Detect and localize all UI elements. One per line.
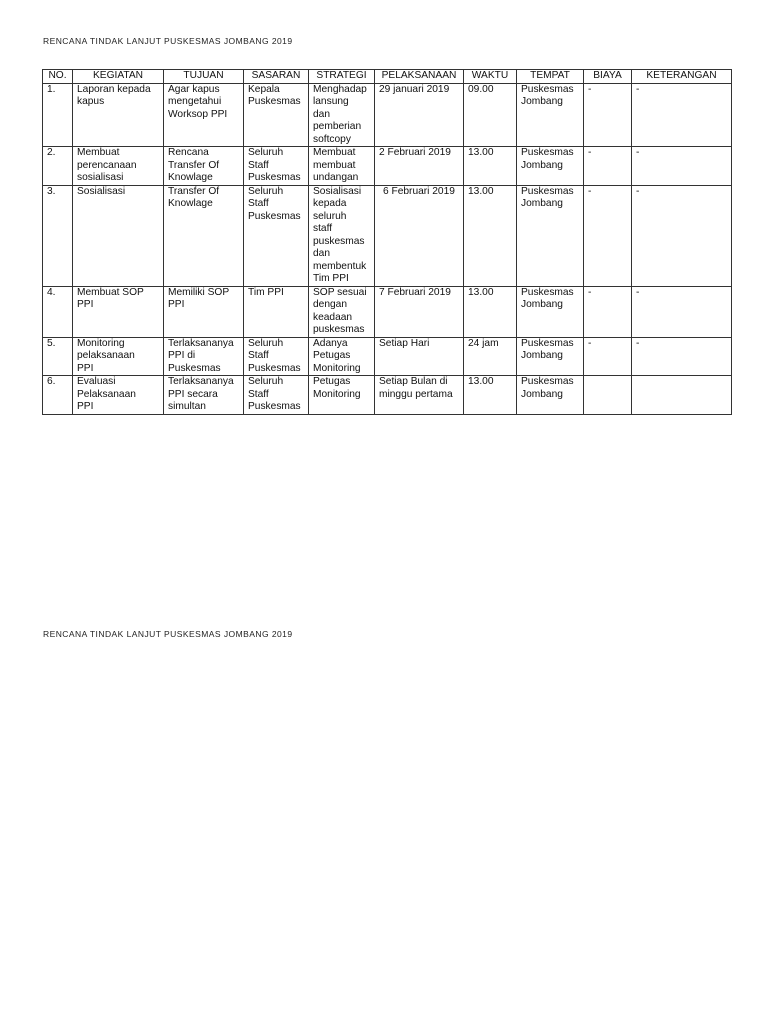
cell-line: Staff [248,159,269,171]
cell-keterangan: - [632,337,732,376]
cell-kegiatan [73,337,164,376]
cell-strategi [309,185,375,286]
header-keterangan: KETERANGAN [632,70,732,84]
header-sasaran: SASARAN [244,70,309,84]
cell-line: Seluruh [248,376,284,387]
cell-no: 5. [43,337,73,376]
cell-line: Petugas [313,350,351,361]
cell-waktu: 13.00 [464,185,517,286]
cell-line: Seluruh [248,337,284,349]
cell-strategi [309,147,375,186]
cell-line: Puskesmas [248,172,301,183]
cell-biaya: - [584,83,632,147]
cell-line: Puskesmas [168,362,221,374]
cell-tujuan [164,286,244,337]
header-tujuan: TUJUAN [164,70,244,84]
cell-biaya [584,376,632,415]
table-header-row [43,70,732,84]
cell-line: Pelaksanaan [77,388,136,400]
cell-line: Setiap Bulan di [379,376,448,387]
document-title-top: RENCANA TINDAK LANJUT PUSKESMAS JOMBANG 2019 [43,36,293,46]
cell-kegiatan [73,185,164,286]
cell-line: Jombang [521,159,563,171]
cell-line: Puskesmas [521,185,574,197]
cell-pelaksanaan [375,376,464,415]
cell-line: Puskesmas [521,147,574,158]
cell-line: PPI [77,362,94,374]
cell-line: Puskesmas [521,83,574,95]
cell-line: dengan [313,299,347,310]
table-row [43,83,732,147]
cell-tempat [517,376,584,415]
cell-biaya: - [584,286,632,337]
cell-line: PPI [168,299,185,310]
cell-line: Kepala [248,83,280,95]
action-plan-table [42,69,732,415]
cell-line: Rencana [168,147,209,158]
cell-tempat [517,337,584,376]
cell-line: perencanaan [77,159,137,171]
cell-line: membuat [313,159,356,171]
cell-kegiatan [73,286,164,337]
cell-line: Puskesmas [248,401,301,412]
cell-line: keadaan [313,311,353,323]
cell-line: Membuat [313,147,356,158]
cell-no: 2. [43,147,73,186]
cell-line: Terlaksananya [168,337,234,349]
cell-pelaksanaan [375,286,464,337]
table-row [43,147,732,186]
cell-kegiatan [73,147,164,186]
cell-strategi [309,376,375,415]
cell-keterangan: - [632,83,732,147]
cell-tujuan [164,337,244,376]
cell-line: Setiap Hari [379,337,430,349]
cell-line: Membuat SOP [77,286,144,298]
cell-sasaran [244,286,309,337]
cell-biaya: - [584,147,632,186]
cell-line: kepada [313,198,347,209]
cell-waktu: 24 jam [464,337,517,376]
cell-sasaran [244,185,309,286]
cell-line: seluruh [313,210,347,222]
cell-line: Jombang [521,350,563,361]
cell-line: undangan [313,172,359,183]
cell-line: Staff [248,198,269,209]
cell-no: 4. [43,286,73,337]
cell-tempat [517,185,584,286]
cell-keterangan: - [632,286,732,337]
cell-no: 1. [43,83,73,147]
cell-line: dan [313,248,330,259]
cell-line: Jombang [521,198,563,209]
cell-line: Terlaksananya [168,376,234,387]
cell-line: PPI [77,299,94,310]
cell-line: Knowlage [168,172,213,183]
cell-line: minggu pertama [379,388,453,400]
cell-line: softcopy [313,133,351,145]
cell-kegiatan [73,83,164,147]
cell-pelaksanaan [375,83,464,147]
document-title-bottom: RENCANA TINDAK LANJUT PUSKESMAS JOMBANG 2019 [43,629,293,639]
cell-sasaran [244,147,309,186]
cell-line: 2 Februari 2019 [379,147,451,158]
cell-line: Puskesmas [248,210,301,222]
cell-line: Sosialisasi [77,185,126,197]
cell-kegiatan [73,376,164,415]
header-waktu: WAKTU [464,70,517,84]
cell-waktu: 09.00 [464,83,517,147]
cell-line: Puskesmas [521,286,574,298]
cell-keterangan [632,376,732,415]
cell-tujuan [164,376,244,415]
cell-line: Jombang [521,299,563,310]
cell-tujuan [164,83,244,147]
cell-line: 6 Februari 2019 [383,185,455,197]
cell-line: 29 januari 2019 [379,83,450,95]
cell-line: puskesmas [313,235,365,247]
cell-line: PPI secara [168,388,218,400]
header-no: NO. [43,70,73,84]
cell-biaya: - [584,185,632,286]
cell-line: lansung [313,96,349,107]
cell-line: Puskesmas [248,362,301,374]
cell-line: staff [313,223,333,234]
cell-line: Puskesmas [521,376,574,387]
cell-line: kapus [77,96,105,107]
cell-line: Seluruh [248,147,284,158]
table-row [43,286,732,337]
cell-line: pelaksanaan [77,350,135,361]
cell-sasaran [244,83,309,147]
cell-line: Evaluasi [77,376,116,387]
cell-line: Monitoring [313,388,361,400]
cell-line: Transfer Of [168,185,220,197]
cell-line: 7 Februari 2019 [379,286,451,298]
header-pelaksanaan: PELAKSANAAN [375,70,464,84]
cell-tempat [517,286,584,337]
cell-line: Worksop PPI [168,108,228,120]
cell-pelaksanaan [375,147,464,186]
header-kegiatan: KEGIATAN [73,70,164,84]
cell-strategi [309,337,375,376]
cell-no: 3. [43,185,73,286]
cell-line: puskesmas [313,324,365,335]
cell-line: Staff [248,350,269,361]
cell-line: Sosialisasi [313,185,362,197]
cell-line: Seluruh [248,185,284,197]
cell-pelaksanaan [375,185,464,286]
cell-line: Tim PPI [248,286,284,298]
cell-line: mengetahui [168,96,222,107]
cell-waktu: 13.00 [464,147,517,186]
cell-keterangan: - [632,185,732,286]
cell-line: Memiliki SOP [168,286,230,298]
table-row [43,376,732,415]
cell-waktu: 13.00 [464,286,517,337]
cell-line: SOP sesuai [313,286,367,298]
cell-line: Monitoring [313,362,361,374]
cell-line: pemberian [313,121,362,132]
cell-line: Puskesmas [521,337,574,349]
cell-line: Membuat [77,147,120,158]
cell-line: Jombang [521,96,563,107]
cell-sasaran [244,376,309,415]
cell-no: 6. [43,376,73,415]
cell-pelaksanaan [375,337,464,376]
table-row [43,337,732,376]
cell-sasaran [244,337,309,376]
cell-line: Transfer Of [168,159,220,171]
cell-line: PPI [77,401,94,412]
cell-line: membentuk [313,260,367,272]
cell-tujuan [164,147,244,186]
cell-line: Staff [248,388,269,400]
cell-waktu: 13.00 [464,376,517,415]
cell-line: Adanya [313,337,348,349]
header-biaya: BIAYA [584,70,632,84]
header-tempat: TEMPAT [517,70,584,84]
cell-tempat [517,83,584,147]
cell-line: Monitoring [77,337,125,349]
cell-line: Knowlage [168,198,213,209]
cell-line: Jombang [521,388,563,400]
cell-line: Puskesmas [248,96,301,107]
cell-biaya: - [584,337,632,376]
cell-line: Tim PPI [313,273,349,284]
cell-line: Menghadap [313,83,367,95]
cell-line: sosialisasi [77,172,124,183]
cell-line: Laporan kepada [77,83,151,95]
table-row [43,185,732,286]
cell-keterangan: - [632,147,732,186]
cell-line: dan [313,108,330,120]
header-strategi: STRATEGI [309,70,375,84]
cell-strategi [309,286,375,337]
cell-line: simultan [168,401,206,412]
cell-strategi [309,83,375,147]
cell-line: Agar kapus [168,83,220,95]
cell-line: PPI di [168,350,196,361]
cell-tempat [517,147,584,186]
cell-line: Petugas [313,376,351,387]
cell-tujuan [164,185,244,286]
table-body [43,83,732,414]
